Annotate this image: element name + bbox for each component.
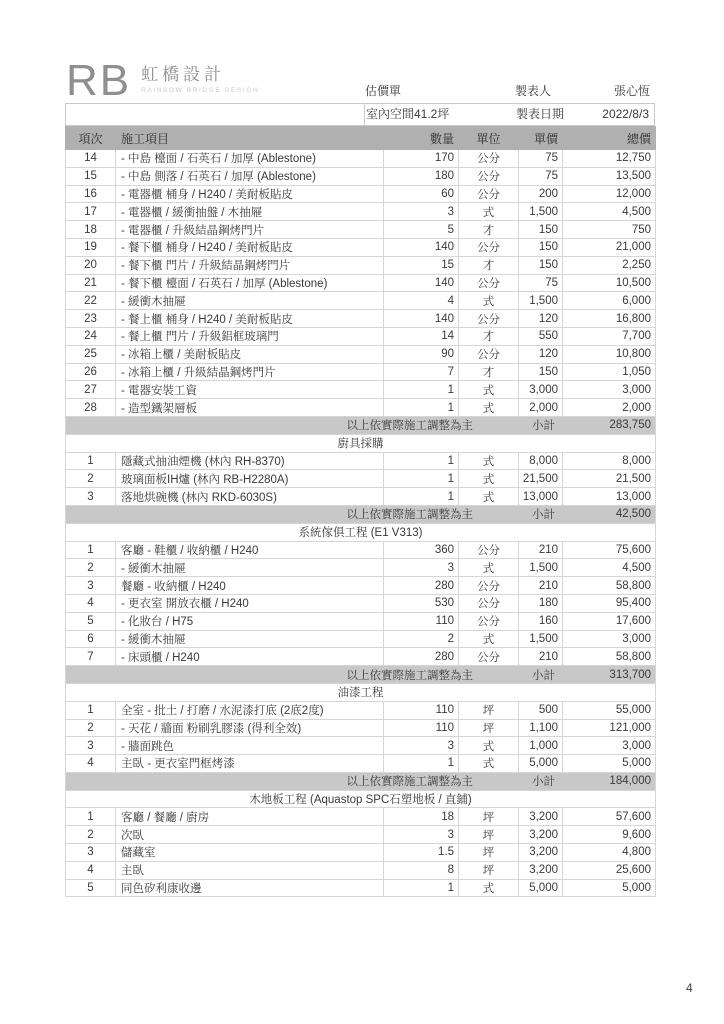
cell-no: 21: [66, 274, 116, 292]
cell-price: 3,200: [519, 861, 563, 879]
cell-qty: 170: [384, 150, 459, 168]
cell-unit: 式: [459, 381, 519, 399]
table-row: [66, 256, 656, 274]
cell-no: 3: [66, 577, 116, 595]
cell-item: - 餐上櫃 門片 / 升級鋁框玻璃門: [116, 327, 384, 345]
cell-total: 58,800: [563, 648, 656, 666]
cell-no: 2: [66, 719, 116, 737]
table-row: [66, 808, 656, 826]
cell-item: 主臥 - 更衣室門框烤漆: [116, 755, 384, 773]
cell-unit: 公分: [459, 345, 519, 363]
cell-no: 14: [66, 150, 116, 168]
cell-unit: 公分: [459, 167, 519, 185]
table-row: [66, 612, 656, 630]
cell-total: 4,500: [563, 559, 656, 577]
table-row: [66, 310, 656, 328]
cell-total: 13,500: [563, 167, 656, 185]
cell-no: 22: [66, 292, 116, 310]
cell-qty: 18: [384, 808, 459, 826]
table-row: [66, 203, 656, 221]
table-row: [66, 238, 656, 256]
cell-qty: 180: [384, 167, 459, 185]
cell-total: 7,700: [563, 327, 656, 345]
table-row: [66, 737, 656, 755]
table-row: [66, 844, 656, 862]
cell-qty: 110: [384, 719, 459, 737]
cell-item: - 餐下櫃 門片 / 升級結晶鋼烤門片: [116, 256, 384, 274]
table-row: [66, 577, 656, 595]
subtotal-label: 小計: [519, 505, 563, 523]
cell-no: 4: [66, 861, 116, 879]
cell-no: 4: [66, 594, 116, 612]
cell-no: 6: [66, 630, 116, 648]
cell-no: 2: [66, 826, 116, 844]
cell-total: 121,000: [563, 719, 656, 737]
cell-price: 3,200: [519, 844, 563, 862]
table-row: [66, 221, 656, 239]
col-header-work-item: 施工項目: [116, 127, 384, 150]
subtotal-value: 283,750: [563, 416, 656, 434]
cell-qty: 60: [384, 185, 459, 203]
subtotal-row: [66, 666, 656, 684]
cell-qty: 90: [384, 345, 459, 363]
cell-qty: 1: [384, 879, 459, 897]
cell-no: 3: [66, 844, 116, 862]
table-row: [66, 630, 656, 648]
cell-unit: 式: [459, 488, 519, 506]
cell-total: 750: [563, 221, 656, 239]
cell-total: 6,000: [563, 292, 656, 310]
cell-qty: 5: [384, 221, 459, 239]
cell-item: - 電器櫃 桶身 / H240 / 美耐板貼皮: [116, 185, 384, 203]
doc-type-label: 估價單: [365, 84, 402, 98]
cell-price: 3,000: [519, 381, 563, 399]
cell-item: - 餐下櫃 檯面 / 石英石 / 加厚 (Ablestone): [116, 274, 384, 292]
cell-unit: 才: [459, 327, 519, 345]
cell-no: 26: [66, 363, 116, 381]
cell-qty: 110: [384, 701, 459, 719]
cell-unit: 公分: [459, 238, 519, 256]
cell-price: 150: [519, 363, 563, 381]
cell-price: 13,000: [519, 488, 563, 506]
section-title-row: [66, 790, 656, 808]
cell-item: - 緩衝木抽屜: [116, 292, 384, 310]
cell-no: 1: [66, 701, 116, 719]
preparer-label: 製表人: [515, 84, 552, 98]
table-row: [66, 755, 656, 773]
cell-qty: 15: [384, 256, 459, 274]
cell-item: - 床頭櫃 / H240: [116, 648, 384, 666]
cell-price: 160: [519, 612, 563, 630]
cell-total: 25,600: [563, 861, 656, 879]
cell-unit: 式: [459, 737, 519, 755]
col-header-item-no: 項次: [66, 127, 116, 150]
preparer-name: 張心恆: [613, 84, 650, 98]
quote-table-body: [66, 127, 656, 897]
cell-qty: 1: [384, 470, 459, 488]
cell-no: 3: [66, 737, 116, 755]
cell-item: 客廳 - 鞋櫃 / 收納櫃 / H240: [116, 541, 384, 559]
cell-qty: 3: [384, 559, 459, 577]
cell-unit: 坪: [459, 719, 519, 737]
logo-company-subtitle: RAINBOW BRIDGE DESIGN: [141, 87, 260, 94]
cell-total: 58,800: [563, 577, 656, 595]
cell-no: 4: [66, 755, 116, 773]
header-row-meta: [65, 103, 655, 126]
cell-price: 120: [519, 310, 563, 328]
cell-qty: 1: [384, 399, 459, 417]
cell-item: - 冰箱上櫃 / 升級結晶鋼烤門片: [116, 363, 384, 381]
cell-total: 21,500: [563, 470, 656, 488]
cell-item: 玻璃面板IH爐 (林內 RB-H2280A): [116, 470, 384, 488]
section-title: 木地板工程 (Aquastop SPC石塑地板 / 直鋪): [66, 790, 656, 808]
table-row: [66, 345, 656, 363]
cell-item: 餐廳 - 收納櫃 / H240: [116, 577, 384, 595]
cell-item: 全室 - 批土 / 打磨 / 水泥漆打底 (2底2度): [116, 701, 384, 719]
subtotal-row: [66, 505, 656, 523]
cell-item: - 電器櫃 / 緩衝抽盤 / 木抽屜: [116, 203, 384, 221]
logo-monogram: RB: [66, 56, 132, 105]
table-row: [66, 559, 656, 577]
page-number: 4: [686, 981, 693, 995]
cell-price: 8,000: [519, 452, 563, 470]
cell-total: 13,000: [563, 488, 656, 506]
cell-unit: 公分: [459, 594, 519, 612]
cell-price: 550: [519, 327, 563, 345]
cell-no: 24: [66, 327, 116, 345]
cell-price: 1,000: [519, 737, 563, 755]
cell-item: - 天花 / 牆面 粉刷乳膠漆 (得利全效): [116, 719, 384, 737]
subtotal-row: [66, 416, 656, 434]
cell-qty: 3: [384, 826, 459, 844]
cell-no: 2: [66, 559, 116, 577]
cell-price: 75: [519, 274, 563, 292]
estimate-table: [65, 126, 656, 897]
cell-no: 20: [66, 256, 116, 274]
table-row: [66, 327, 656, 345]
cell-total: 55,000: [563, 701, 656, 719]
cell-unit: 坪: [459, 701, 519, 719]
date-label: 製表日期: [516, 107, 565, 121]
cell-item: - 餐下櫃 桶身 / H240 / 美耐板貼皮: [116, 238, 384, 256]
cell-qty: 1: [384, 452, 459, 470]
cell-unit: 式: [459, 755, 519, 773]
cell-no: 17: [66, 203, 116, 221]
cell-no: 7: [66, 648, 116, 666]
cell-total: 5,000: [563, 879, 656, 897]
cell-price: 21,500: [519, 470, 563, 488]
cell-item: 主臥: [116, 861, 384, 879]
cell-unit: 公分: [459, 648, 519, 666]
subtotal-note: 以上依實際施工調整為主: [66, 772, 519, 790]
cell-qty: 1: [384, 381, 459, 399]
cell-price: 1,500: [519, 203, 563, 221]
cell-price: 500: [519, 701, 563, 719]
cell-item: - 電器櫃 / 升級結晶鋼烤門片: [116, 221, 384, 239]
cell-unit: 坪: [459, 844, 519, 862]
cell-qty: 140: [384, 310, 459, 328]
cell-item: - 緩衝木抽屜: [116, 559, 384, 577]
cell-no: 1: [66, 541, 116, 559]
cell-item: 同色矽利康收邊: [116, 879, 384, 897]
cell-price: 150: [519, 238, 563, 256]
section-title-row: [66, 434, 656, 452]
table-row: [66, 470, 656, 488]
cell-total: 4,800: [563, 844, 656, 862]
logo-company-name: 虹橋設計: [141, 65, 226, 84]
cell-no: 3: [66, 488, 116, 506]
cell-unit: 公分: [459, 541, 519, 559]
table-row: [66, 274, 656, 292]
cell-qty: 280: [384, 577, 459, 595]
cell-qty: 3: [384, 737, 459, 755]
cell-total: 8,000: [563, 452, 656, 470]
cell-item: - 牆面跳色: [116, 737, 384, 755]
cell-total: 10,500: [563, 274, 656, 292]
cell-unit: 式: [459, 630, 519, 648]
table-row: [66, 861, 656, 879]
table-row: [66, 594, 656, 612]
cell-total: 57,600: [563, 808, 656, 826]
cell-no: 27: [66, 381, 116, 399]
cell-no: 19: [66, 238, 116, 256]
cell-price: 75: [519, 167, 563, 185]
cell-unit: 式: [459, 879, 519, 897]
subtotal-row: [66, 772, 656, 790]
cell-unit: 坪: [459, 808, 519, 826]
cell-item: 客廳 / 餐廳 / 廚房: [116, 808, 384, 826]
cell-price: 210: [519, 541, 563, 559]
header-row-doc: [65, 80, 655, 103]
cell-no: 23: [66, 310, 116, 328]
cell-unit: 公分: [459, 185, 519, 203]
section-title: 系統傢俱工程 (E1 V313): [66, 523, 656, 541]
cell-price: 5,000: [519, 755, 563, 773]
cell-total: 21,000: [563, 238, 656, 256]
cell-no: 2: [66, 470, 116, 488]
cell-no: 15: [66, 167, 116, 185]
cell-price: 200: [519, 185, 563, 203]
cell-unit: 式: [459, 399, 519, 417]
cell-price: 210: [519, 648, 563, 666]
col-header-unit-price: 單價: [519, 127, 563, 150]
table-row: [66, 167, 656, 185]
section-title-row: [66, 683, 656, 701]
cell-item: 隱藏式抽油煙機 (林內 RH-8370): [116, 452, 384, 470]
subtotal-label: 小計: [519, 666, 563, 684]
cell-item: - 更衣室 開放衣櫃 / H240: [116, 594, 384, 612]
cell-item: 儲藏室: [116, 844, 384, 862]
cell-price: 5,000: [519, 879, 563, 897]
cell-price: 1,500: [519, 630, 563, 648]
space-area-label: 室內空間41.2坪: [366, 107, 450, 121]
cell-total: 2,250: [563, 256, 656, 274]
table-row: [66, 185, 656, 203]
cell-item: - 中島 側落 / 石英石 / 加厚 (Ablestone): [116, 167, 384, 185]
cell-price: 1,500: [519, 559, 563, 577]
cell-unit: 公分: [459, 150, 519, 168]
cell-total: 2,000: [563, 399, 656, 417]
table-row: [66, 381, 656, 399]
cell-unit: 式: [459, 203, 519, 221]
cell-qty: 140: [384, 274, 459, 292]
cell-qty: 280: [384, 648, 459, 666]
subtotal-note: 以上依實際施工調整為主: [66, 416, 519, 434]
cell-total: 12,000: [563, 185, 656, 203]
cell-item: - 冰箱上櫃 / 美耐板貼皮: [116, 345, 384, 363]
cell-no: 5: [66, 879, 116, 897]
cell-price: 210: [519, 577, 563, 595]
table-row: [66, 648, 656, 666]
subtotal-label: 小計: [519, 772, 563, 790]
cell-total: 9,600: [563, 826, 656, 844]
cell-total: 3,000: [563, 630, 656, 648]
cell-price: 75: [519, 150, 563, 168]
cell-item: - 餐上櫃 桶身 / H240 / 美耐板貼皮: [116, 310, 384, 328]
cell-unit: 式: [459, 292, 519, 310]
cell-item: 落地烘碗機 (林內 RKD-6030S): [116, 488, 384, 506]
cell-total: 95,400: [563, 594, 656, 612]
subtotal-value: 42,500: [563, 505, 656, 523]
cell-price: 150: [519, 256, 563, 274]
subtotal-note: 以上依實際施工調整為主: [66, 505, 519, 523]
cell-qty: 14: [384, 327, 459, 345]
table-row: [66, 150, 656, 168]
cell-qty: 8: [384, 861, 459, 879]
cell-unit: 才: [459, 363, 519, 381]
cell-qty: 140: [384, 238, 459, 256]
table-row: [66, 292, 656, 310]
section-title: 廚具採購: [66, 434, 656, 452]
cell-unit: 公分: [459, 577, 519, 595]
cell-price: 3,200: [519, 808, 563, 826]
table-row: [66, 879, 656, 897]
cell-price: 1,500: [519, 292, 563, 310]
cell-qty: 4: [384, 292, 459, 310]
cell-qty: 1.5: [384, 844, 459, 862]
cell-total: 17,600: [563, 612, 656, 630]
cell-unit: 式: [459, 452, 519, 470]
cell-no: 5: [66, 612, 116, 630]
subtotal-label: 小計: [519, 416, 563, 434]
cell-total: 4,500: [563, 203, 656, 221]
cell-qty: 2: [384, 630, 459, 648]
table-row: [66, 399, 656, 417]
cell-no: 18: [66, 221, 116, 239]
cell-unit: 公分: [459, 310, 519, 328]
cell-total: 3,000: [563, 381, 656, 399]
cell-price: 180: [519, 594, 563, 612]
column-header-row: [66, 127, 656, 150]
cell-no: 25: [66, 345, 116, 363]
cell-qty: 360: [384, 541, 459, 559]
table-row: [66, 541, 656, 559]
cell-total: 3,000: [563, 737, 656, 755]
cell-total: 16,800: [563, 310, 656, 328]
subtotal-value: 184,000: [563, 772, 656, 790]
cell-qty: 1: [384, 755, 459, 773]
cell-price: 150: [519, 221, 563, 239]
cell-item: - 造型鐵架層板: [116, 399, 384, 417]
cell-qty: 3: [384, 203, 459, 221]
cell-unit: 公分: [459, 274, 519, 292]
col-header-total: 總價: [563, 127, 656, 150]
cell-unit: 才: [459, 221, 519, 239]
header-divider: [364, 104, 365, 125]
date-value: 2022/8/3: [602, 107, 649, 121]
cell-price: 120: [519, 345, 563, 363]
table-row: [66, 363, 656, 381]
cell-total: 1,050: [563, 363, 656, 381]
table-row: [66, 701, 656, 719]
cell-unit: 才: [459, 256, 519, 274]
cell-item: 次臥: [116, 826, 384, 844]
cell-item: - 化妝台 / H75: [116, 612, 384, 630]
cell-total: 10,800: [563, 345, 656, 363]
cell-total: 75,600: [563, 541, 656, 559]
cell-price: 3,200: [519, 826, 563, 844]
cell-price: 2,000: [519, 399, 563, 417]
cell-unit: 坪: [459, 826, 519, 844]
col-header-unit: 單位: [459, 127, 519, 150]
cell-unit: 式: [459, 470, 519, 488]
cell-qty: 1: [384, 488, 459, 506]
cell-price: 1,100: [519, 719, 563, 737]
cell-no: 28: [66, 399, 116, 417]
table-row: [66, 488, 656, 506]
subtotal-value: 313,700: [563, 666, 656, 684]
subtotal-note: 以上依實際施工調整為主: [66, 666, 519, 684]
table-row: [66, 452, 656, 470]
cell-item: - 中島 檯面 / 石英石 / 加厚 (Ablestone): [116, 150, 384, 168]
cell-total: 5,000: [563, 755, 656, 773]
cell-no: 1: [66, 452, 116, 470]
cell-qty: 7: [384, 363, 459, 381]
cell-qty: 530: [384, 594, 459, 612]
cell-qty: 110: [384, 612, 459, 630]
cell-item: - 電器安裝工資: [116, 381, 384, 399]
cell-total: 12,750: [563, 150, 656, 168]
section-title-row: [66, 523, 656, 541]
cell-unit: 式: [459, 559, 519, 577]
cell-unit: 公分: [459, 612, 519, 630]
section-title: 油漆工程: [66, 683, 656, 701]
table-row: [66, 826, 656, 844]
col-header-qty: 數量: [384, 127, 459, 150]
cell-no: 1: [66, 808, 116, 826]
table-row: [66, 719, 656, 737]
cell-item: - 緩衝木抽屜: [116, 630, 384, 648]
cell-unit: 坪: [459, 861, 519, 879]
estimate-table-wrap: [65, 126, 656, 897]
cell-no: 16: [66, 185, 116, 203]
